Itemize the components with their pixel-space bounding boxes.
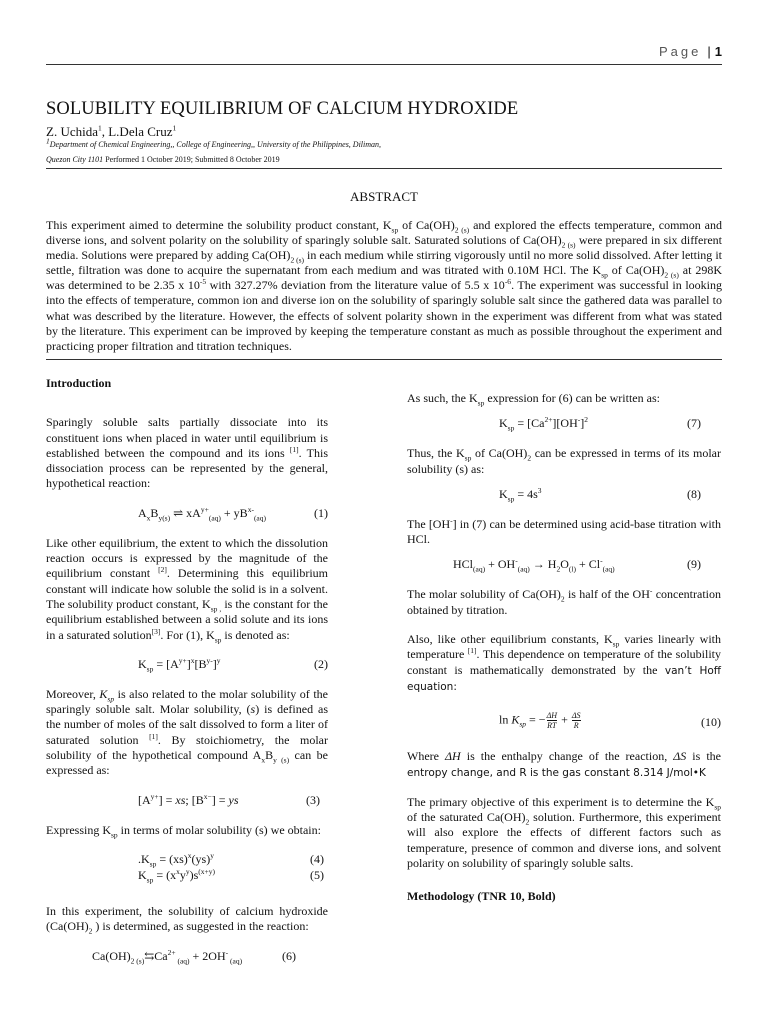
fraction-dh-rt: $\frac{\Delta H}{RT}$ xyxy=(546,711,558,731)
equation-number: (8) xyxy=(687,486,701,501)
intro-paragraph-3: Moreover, $K_{sp}$ is also related to the molar solubility of the sparingly soluble salt. Molar solubility, (s) is defined as the number of moles of the salt dissolved to form a liter of saturated solution [1]. By stoichiometry, the molar solubility of the hypothetical compound $A_xB_{y (s)}$ can be expressed as: xyxy=(46,686,329,778)
abstract-body: This experiment aimed to determine the solubility product constant, $K_{sp}$ of $Ca(OH)_{2 (s)}$ and explored the effects temperature, common and diverse ions, and solvent polarity on the solubility of sparingly soluble salt. Saturated solutions of $Ca(OH)_{2 (s)}$ were prepared in six different media. Solutions were prepared by adding $Ca(OH)_{2 (s)}$ in each medium while stirring vigorously until no more solid dissolved. After letting it settle, filtration was done to acquire the supernatant from each medium and was titrated with 0.10M HCl. The $K_{sp}$ of $Ca(OH)_{2 (s)}$ at 298K was determined to be 2.35 x $10^{-5}$ with 327.27% deviation from the literature value of 5.5 x $10^{-6}$. The experiment was successful in looking into the effects of temperature, common ion and diverse ion on the solubility of sparingly soluble salt since the gathered data was parallel to what was described by the literature. However, the effects of solvent polarity shown in the experiment was different from what was stated by the literature. This experiment can be improved by keeping the temperature constant as much as possible throughout the experiment and practicing proper filtration and titration techniques. xyxy=(46,218,723,353)
intro-paragraph-2: Like other equilibrium, the extent to which the dissolution reaction occurs is expressed by the magnitude of the equilibrium constant [2]. Determining this equilibrium constant will indicate how soluble the solid is in a solvent. The solubility product constant, $K_{sp ,}$ is the constant for the equilibrium established between a solid solute and its ions in a saturated solution[3]. For (1), $K_{sp}$ is denoted as: xyxy=(46,535,329,644)
equation-1: $A_xB_{y(s)}$ ⇌ $xA^{y+}_{(aq)} + yB^{x-}_{(aq)}$ (1) xyxy=(138,504,328,523)
equation-10: $\ln K_{sp}$ = − $\frac{\Delta H}{RT}$ + $\frac{\Delta S}{R}$ (10) xyxy=(499,711,721,731)
paragraph-ksp-expression: As such, the $K_{sp}$ expression for (6) can be written as: xyxy=(407,391,660,408)
methodology-heading: Methodology (TNR 10, Bold) xyxy=(407,889,556,904)
equation-number: (4) xyxy=(310,851,324,866)
equation-number: (6) xyxy=(282,948,296,963)
intro-paragraph-5: In this experiment, the solubility of calcium hydroxide ($Ca(OH)_2$ ) is determined, as suggested in the reaction: xyxy=(46,903,328,936)
page-number: 1 xyxy=(714,44,722,59)
paragraph-definitions: Where ΔH is the enthalpy change of the reaction, ΔS is the entropy change, and R is the gas constant 8.314 J/mol•K xyxy=(407,749,722,779)
page-word: Page xyxy=(659,44,702,59)
equation-number: (5) xyxy=(310,867,324,882)
paragraph-temperature: Also, like other equilibrium constants, $K_{sp}$ varies linearly with temperature [1]. This dependence on temperature of the solubility constant is mathematically demonstrated by the van’t Hoff equation: xyxy=(407,632,721,693)
right-column xyxy=(407,391,721,919)
left-column xyxy=(46,376,328,979)
equation-number: (3) xyxy=(306,792,320,807)
paragraph-oh-concentration: The molar solubility of $Ca(OH)_2$ is half of the OH- concentration obtained by titration. xyxy=(407,586,721,617)
equation-number: (1) xyxy=(314,505,328,520)
paragraph-molar-solubility: Thus, the $K_{sp}$ of $Ca(OH)_2$ can be expressed in terms of its molar solubility (s) as: xyxy=(407,446,721,476)
authors: Z. Uchida$^1$, L.Dela Cruz$^1$ xyxy=(46,123,177,139)
intro-paragraph-1: Sparingly soluble salts partially dissociate into its constituent ions when placed in water until equilibrium is established between the compound and its ions [1]. This dissociation process can be represented by the general, hypothetical reaction: xyxy=(46,415,328,491)
author-1: Z. Uchida xyxy=(46,124,98,139)
equation-7: $K_{sp} = [Ca^{2+}][OH^-]^2$ (7) xyxy=(499,415,701,433)
equation-6: $Ca(OH)_{2 (s)}⇆Ca^{2+}$ $_{(aq)}$ + 2OH- $_{(aq)}$ (6) xyxy=(92,947,296,965)
fraction-ds-r: $\frac{\Delta S}{R}$ xyxy=(571,711,581,731)
paragraph-objective: The primary objective of this experiment is to determine the $K_{sp}$ of the saturated $Ca(OH)_2$ solution. Furthermore, this experiment will also explore the effects of different factors such as temperature, presence of common and diverse ions, and solvent polarity on solubility of sparingly soluble salts. xyxy=(407,794,722,871)
equation-3: $[A^{y+}]$ = xs; $[B^{x-}]$ = ys (3) xyxy=(138,791,320,807)
abstract-heading: ABSTRACT xyxy=(350,189,418,204)
author-2: L.Dela Cruz xyxy=(108,124,173,139)
equation-number: (10) xyxy=(701,715,721,730)
equation-8: $K_{sp} = 4s^3$ (8) xyxy=(499,485,701,504)
intro-paragraph-4: Expressing $K_{sp}$ in terms of molar solubility (s) we obtain: xyxy=(46,822,321,840)
paper-title: SOLUBILITY EQUILIBRIUM OF CALCIUM HYDROXIDE xyxy=(46,99,519,119)
equation-4: $.K_{sp} = (xs)^x(ys)^y$ (4) xyxy=(138,850,324,869)
header-rule xyxy=(46,64,722,65)
equation-9: $HCl_{(aq)} + OH^-_{(aq)} \to H_2O_{(l)} + Cl^-_{(aq)}$ (9) xyxy=(453,556,701,574)
dates-line: Quezon City 1101 Performed 1 October 2019; Submitted 8 October 2019 xyxy=(46,155,280,164)
abstract-rule xyxy=(46,359,722,360)
equation-5: $K_{sp} = (x^xy^y)s^{(x+y)}$ (5) xyxy=(138,866,324,885)
title-rule xyxy=(46,168,722,169)
affiliation: $^1$Department of Chemical Engineering,, College of Engineering,, University of the Philippines, Diliman, xyxy=(46,136,382,149)
introduction-heading: Introduction xyxy=(46,376,112,390)
page-number-header: Page | 1 xyxy=(659,44,722,59)
equation-number: (7) xyxy=(687,416,701,431)
equation-number: (2) xyxy=(314,656,328,671)
equation-2: $K_{sp} = [A^{y+}]^x[B^{y-}]^y$ (2) xyxy=(138,655,328,674)
paragraph-titration: The [OH-] in (7) can be determined using acid-base titration with HCl. xyxy=(407,515,722,547)
equation-number: (9) xyxy=(687,557,701,572)
